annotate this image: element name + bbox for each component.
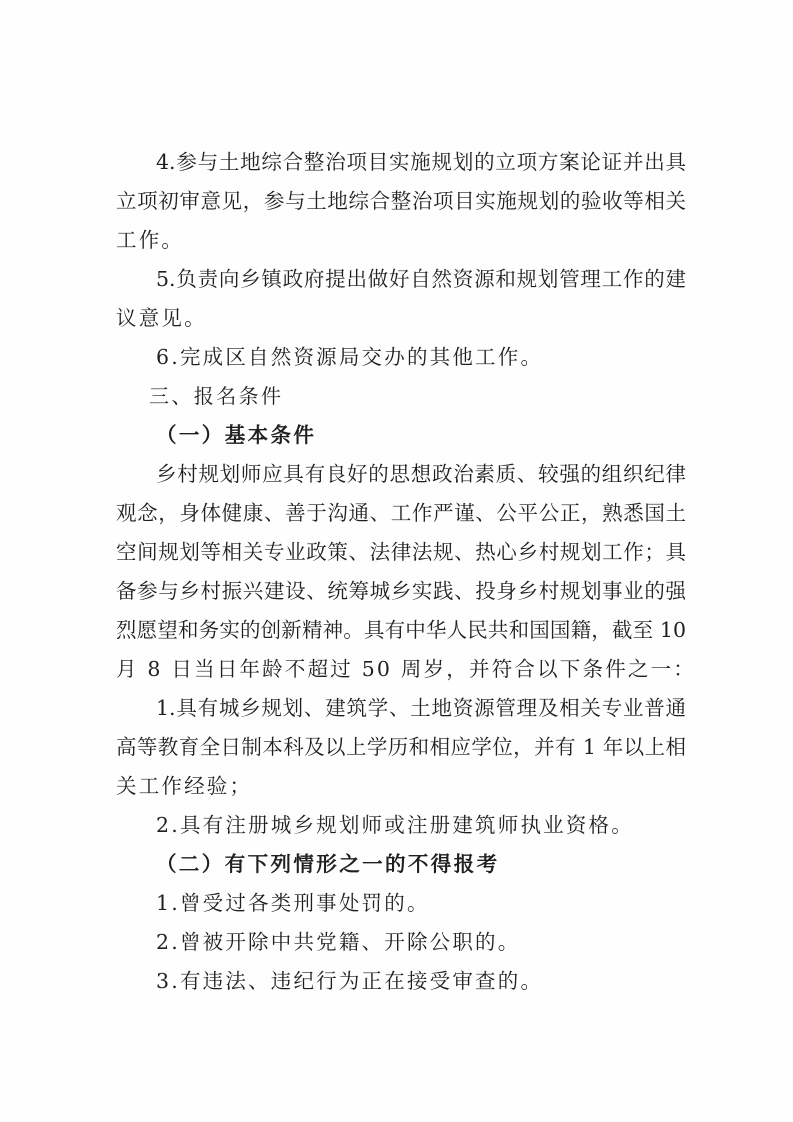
subsection-heading: （一）基本条件 (156, 423, 317, 447)
paragraph-line: 议意见。 (116, 306, 207, 330)
document-body (116, 143, 696, 1001)
paragraph-line: 工作。 (116, 228, 185, 252)
paragraph-line: 4.参与土地综合整治项目实施规划的立项方案论证并出具 (156, 150, 686, 174)
paragraph-line: 6.完成区自然资源局交办的其他工作。 (156, 345, 544, 369)
paragraph-line: 乡村规划师应具有良好的思想政治素质、较强的组织纪律 (156, 462, 686, 486)
paragraph-line: 立项初审意见，参与土地综合整治项目实施规划的验收等相关 (116, 189, 686, 213)
subsection-heading: （二）有下列情形之一的不得报考 (156, 852, 500, 876)
paragraph-line: 月 8 日当日年龄不超过 50 周岁，并符合以下条件之一： (116, 657, 696, 681)
list-item: 3.有违法、违纪行为正在接受审查的。 (156, 969, 544, 993)
paragraph-line: 观念，身体健康、善于沟通、工作严谨、公平公正，熟悉国土 (116, 501, 686, 525)
paragraph-line: 高等教育全日制本科及以上学历和相应学位，并有 1 年以上相 (116, 735, 686, 759)
paragraph-line: 烈愿望和务实的创新精神。具有中华人民共和国国籍，截至 10 (116, 618, 686, 642)
paragraph-line: 5.负责向乡镇政府提出做好自然资源和规划管理工作的建 (156, 267, 686, 291)
section-heading: 三、报名条件 (149, 384, 284, 408)
paragraph-line: 2.具有注册城乡规划师或注册建筑师执业资格。 (156, 813, 634, 837)
paragraph-line: 空间规划等相关专业政策、法律法规、热心乡村规划工作；具 (116, 540, 686, 564)
paragraph-line: 1.具有城乡规划、建筑学、土地资源管理及相关专业普通 (156, 696, 686, 720)
paragraph-line: 关工作经验； (116, 774, 253, 798)
paragraph-line: 备参与乡村振兴建设、统筹城乡实践、投身乡村规划事业的强 (116, 579, 686, 603)
list-item: 2.曾被开除中共党籍、开除公职的。 (156, 930, 521, 954)
list-item: 1.曾受过各类刑事处罚的。 (156, 891, 430, 915)
